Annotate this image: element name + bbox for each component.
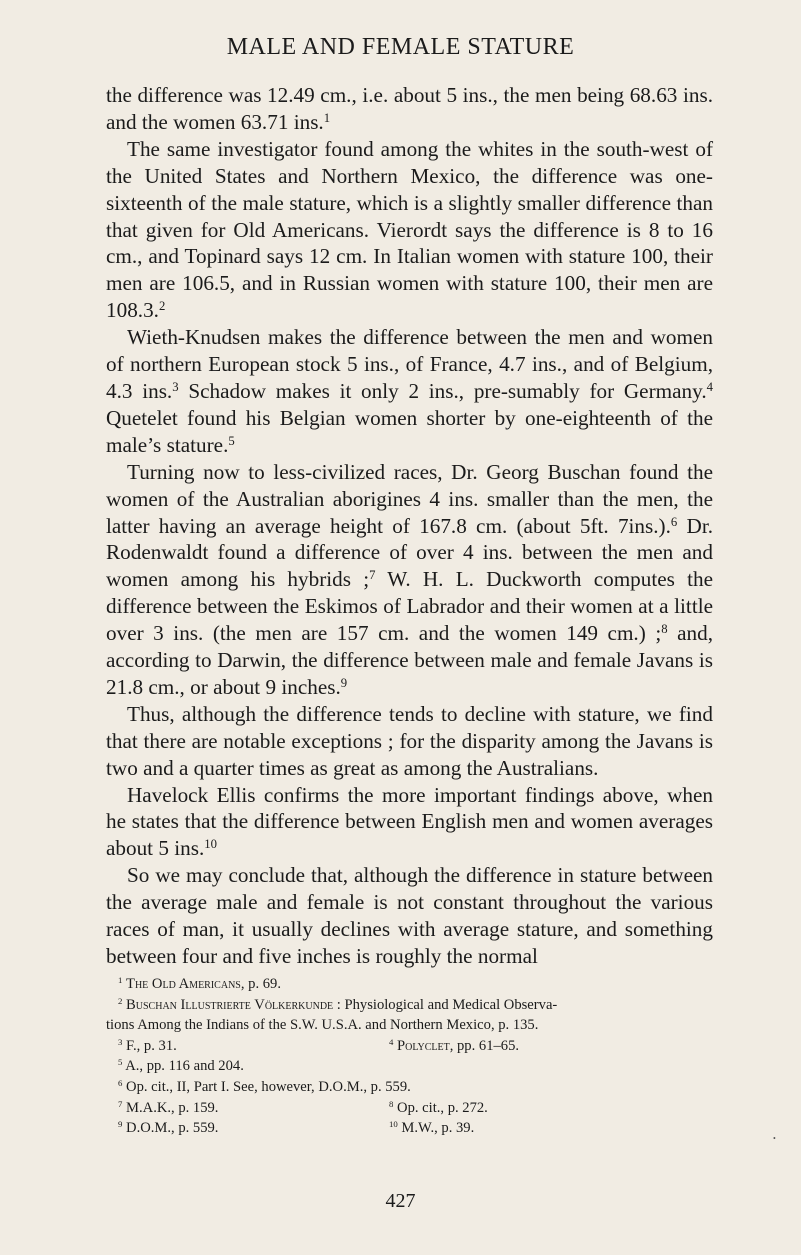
footnote-ref: 6 bbox=[670, 514, 678, 529]
footnote-9: $^9$ D.O.M., p. 559. bbox=[118, 1119, 219, 1137]
paragraph-text: Thus, although the difference tends to decline with stature, we find that there are notable exceptions ; for the disparity among the Javans is two and a quarter times as great as among the Australians. bbox=[106, 701, 713, 780]
footnote-2: $^2$ Buschan Illustrierte Völkerkunde : Physiological and Medical Observa- bbox=[118, 995, 558, 1013]
paragraph-text: Schadow makes it only 2 ins., pre-sumably for Germany. bbox=[178, 378, 707, 403]
margin-dot: • bbox=[773, 1134, 776, 1143]
body-text bbox=[106, 82, 713, 970]
footnote-1: $^1$ The Old Americans, p. 69. bbox=[118, 975, 281, 992]
paragraph bbox=[106, 701, 713, 782]
footnote-row-3-4 bbox=[106, 1036, 716, 1057]
footnote-10: $^{10}$ M.W., p. 39. bbox=[389, 1119, 475, 1137]
footnote-1-title: The Old Americans bbox=[126, 976, 241, 992]
paragraph-text: Wieth-Knudsen makes the difference between the men and women of northern European stock 5 ins., of France, 4.7 ins., and of Belgium, 4.3 ins. bbox=[106, 325, 713, 403]
footnotes bbox=[106, 974, 716, 1139]
paragraph-text: Quetelet found his Belgian women shorter by one-eighteenth of the male’s stature. bbox=[106, 405, 713, 457]
footnote-2-continued: tions Among the Indians of the S.W. U.S.A. and Northern Mexico, p. 135. bbox=[106, 1017, 539, 1034]
page-number: 427 bbox=[385, 1190, 416, 1212]
paragraph-text: Turning now to less-civilized races, Dr. Georg Buschan found the women of the Australian aborigines 4 ins. smaller than the men, the latter having an average height of 167.8 cm. (about 5ft. 7ins.). bbox=[106, 459, 713, 538]
footnote-ref: 1 bbox=[323, 110, 331, 125]
paragraph bbox=[106, 136, 713, 324]
paragraph bbox=[106, 459, 713, 701]
footnote-3: $^3$ F., p. 31. bbox=[118, 1036, 177, 1054]
footnote-ref: 10 bbox=[204, 837, 218, 852]
footnote-ref: 2 bbox=[158, 299, 166, 314]
footnote-ref: 8 bbox=[661, 622, 668, 637]
footnote-ref: 5 bbox=[228, 433, 235, 448]
running-head: MALE AND FEMALE STATURE bbox=[226, 34, 575, 60]
footnote-5: $^5$ A., pp. 116 and 204. bbox=[118, 1057, 244, 1075]
paragraph-text: Havelock Ellis confirms the more important findings above, when he states that the difference between English men and women averages about 5 ins. bbox=[106, 782, 713, 861]
paragraph-text: Dr. Rodenwaldt found a difference of over 4 ins. between the men and women among his hybrids ; bbox=[106, 513, 714, 592]
footnote-ref: 7 bbox=[369, 568, 376, 583]
footnote-ref: 4 bbox=[706, 379, 713, 394]
footnote-ref: 3 bbox=[172, 379, 179, 394]
paragraph bbox=[106, 82, 713, 136]
footnote-7: $^7$ M.A.K., p. 159. bbox=[118, 1098, 219, 1116]
footnote-6: $^6$ Op. cit., II, Part I. See, however, D.O.M., p. 559. bbox=[118, 1078, 411, 1095]
footnote-row-7-8 bbox=[106, 1098, 716, 1119]
paragraph-text: W. H. L. Duckworth computes the difference between the Eskimos of Labrador and their women at a little over 3 ins. (the men are 157 cm. and the women 149 cm.) ; bbox=[106, 567, 714, 646]
paragraph bbox=[106, 782, 713, 863]
paragraph-text: and, according to Darwin, the difference between male and female Javans is 21.8 cm., or about 9 inches. bbox=[106, 621, 714, 699]
paragraph-text: So we may conclude that, although the difference in stature between the average male and female is not constant throughout the various races of man, it usually declines with average stature, and something between four and five inches is roughly the normal bbox=[106, 863, 713, 968]
footnote-2-title: Buschan Illustrierte Völkerkunde bbox=[126, 996, 334, 1013]
paragraph bbox=[106, 862, 713, 970]
paragraph-text: the difference was 12.49 cm., i.e. about 5 ins., the men being 68.63 ins. and the women 63.71 ins. bbox=[106, 83, 713, 134]
footnote-8: $^8$ Op. cit., p. 272. bbox=[389, 1098, 488, 1116]
footnote-row-9-10 bbox=[106, 1118, 716, 1139]
paragraph-text: The same investigator found among the whites in the south-west of the United States and Northern Mexico, the difference was one-sixteenth of the male stature, which is a slightly smaller difference than that given for Old Americans. Vierordt says the difference is 8 to 16 cm., and Topinard says 12 cm. In Italian women with stature 100, their men are 106.5, and in Russian women with stature 100, their men are 108.3. bbox=[106, 136, 713, 323]
footnote-4: $^4$ Polyclet, pp. 61–65. bbox=[389, 1036, 520, 1054]
footnote-ref: 9 bbox=[340, 675, 348, 690]
paragraph bbox=[106, 324, 713, 459]
